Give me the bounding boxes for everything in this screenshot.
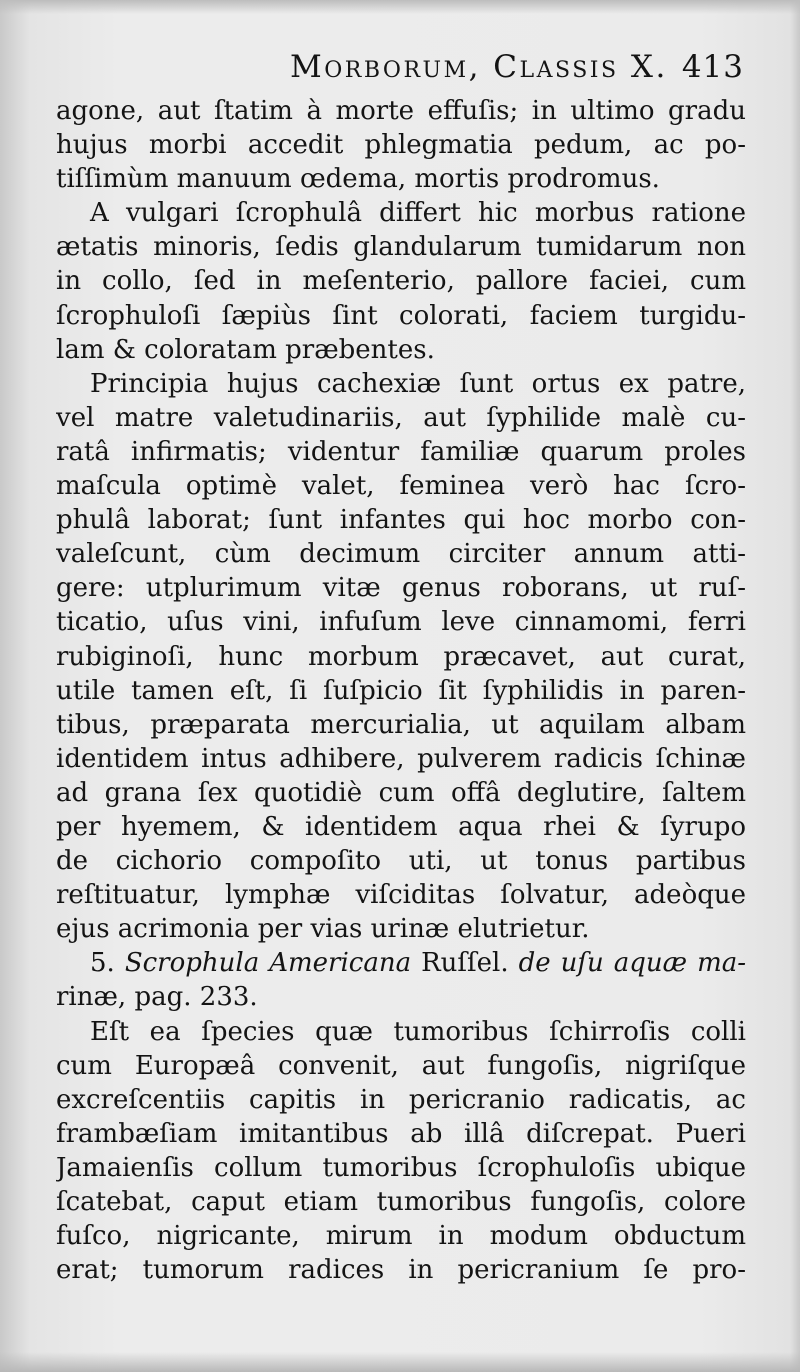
text-line: Principia hujus cachexiæ ſunt ortus ex patre, xyxy=(90,368,746,399)
page-bottom-shadow xyxy=(0,1352,800,1372)
text-line: valeſcunt, cùm decimum circiter annum atti- xyxy=(56,539,746,570)
text-line: fuſco, nigricante, mirum in modum obductum xyxy=(56,1221,746,1252)
text-line: hujus morbi accedit phlegmatia pedum, ac po- xyxy=(56,130,746,161)
text-line: de cichorio compoſito uti, ut tonus partibus xyxy=(56,846,746,877)
text-line: ſcatebat, caput etiam tumoribus fungoſis, colore xyxy=(56,1187,746,1217)
section-heading xyxy=(56,946,746,980)
page-top-shadow xyxy=(0,0,800,14)
text-line: lam & coloratam præbentes. xyxy=(56,334,435,365)
text-line: erat; tumorum radices in pericranium ſe pro- xyxy=(56,1255,746,1286)
reference-title: de uſu aquæ ma- xyxy=(518,948,746,979)
text-line: vel matre valetudinariis, aut ſyphilide malè cu- xyxy=(56,402,746,433)
species-name: Scrophula Americana xyxy=(124,948,412,979)
text-line: utile tamen eſt, ſi ſuſpicio ſit ſyphilidis in paren- xyxy=(56,675,746,706)
text-line: tiſſimùm manuum œdema, mortis prodromus. xyxy=(56,164,660,195)
running-head-title: Morborum, Classis X. xyxy=(290,49,668,85)
text-line: rubiginoſi, hunc morbum præcavet, aut curat, xyxy=(56,641,746,672)
text-line: maſcula optimè valet, feminea verò hac ſcro- xyxy=(56,471,746,502)
text-line: frambæſiam imitantibus ab illâ diſcrepat. Pueri xyxy=(56,1118,746,1149)
text-line: agone, aut ſtatim à morte effuſis; in ultimo gradu xyxy=(56,96,746,126)
running-head xyxy=(56,40,746,94)
text-line: per hyemem, & identidem aqua rhei & ſyrupo xyxy=(56,811,746,842)
text-line: identidem intus adhibere, pulverem radicis ſchinæ xyxy=(56,743,746,774)
text-line: gere: utplurimum vitæ genus roborans, ut ruſ- xyxy=(56,573,746,604)
text-line: Eſt ea ſpecies quæ tumoribus ſchirroſis colli xyxy=(90,1016,746,1047)
text-line: A vulgari ſcrophulâ differt hic morbus ratione xyxy=(90,198,746,229)
page-text-block xyxy=(56,40,746,1287)
text-line: in collo, ſed in meſenterio, pallore faciei, cum xyxy=(56,266,746,297)
text-line: ætatis minoris, ſedis glandularum tumidarum non xyxy=(56,232,746,263)
text-line: tibus, præparata mercurialia, ut aquilam albam xyxy=(56,709,746,740)
author-name: Ruſſel. xyxy=(421,948,509,979)
text-line: ticatio, uſus vini, infuſum leve cinnamomi, ferri xyxy=(56,607,746,638)
text-line: phulâ laborat; ſunt infantes qui hoc morbo con- xyxy=(56,505,746,536)
text-line: reſtituatur, lymphæ viſciditas ſolvatur, adeòque xyxy=(56,880,746,911)
reference-continuation: rinæ, pag. 233. xyxy=(56,982,258,1013)
text-line: ratâ infirmatis; videntur familiæ quarum proles xyxy=(56,436,746,467)
page-number: 413 xyxy=(681,49,744,85)
text-line: cum Europæâ convenit, aut fungoſis, nigriſque xyxy=(56,1050,746,1081)
text-line: ad grana ſex quotidiè cum offâ deglutire, ſaltem xyxy=(56,777,746,808)
text-line: excreſcentiis capitis in pericranio radicatis, ac xyxy=(56,1084,746,1115)
section-number: 5. xyxy=(90,948,115,979)
text-line: ejus acrimonia per vias urinæ elutrietur. xyxy=(56,914,590,945)
text-line: Jamaienſis collum tumoribus ſcrophuloſis ubique xyxy=(56,1152,746,1183)
text-line: ſcrophuloſi ſæpiùs ſint colorati, faciem turgidu- xyxy=(56,300,746,331)
